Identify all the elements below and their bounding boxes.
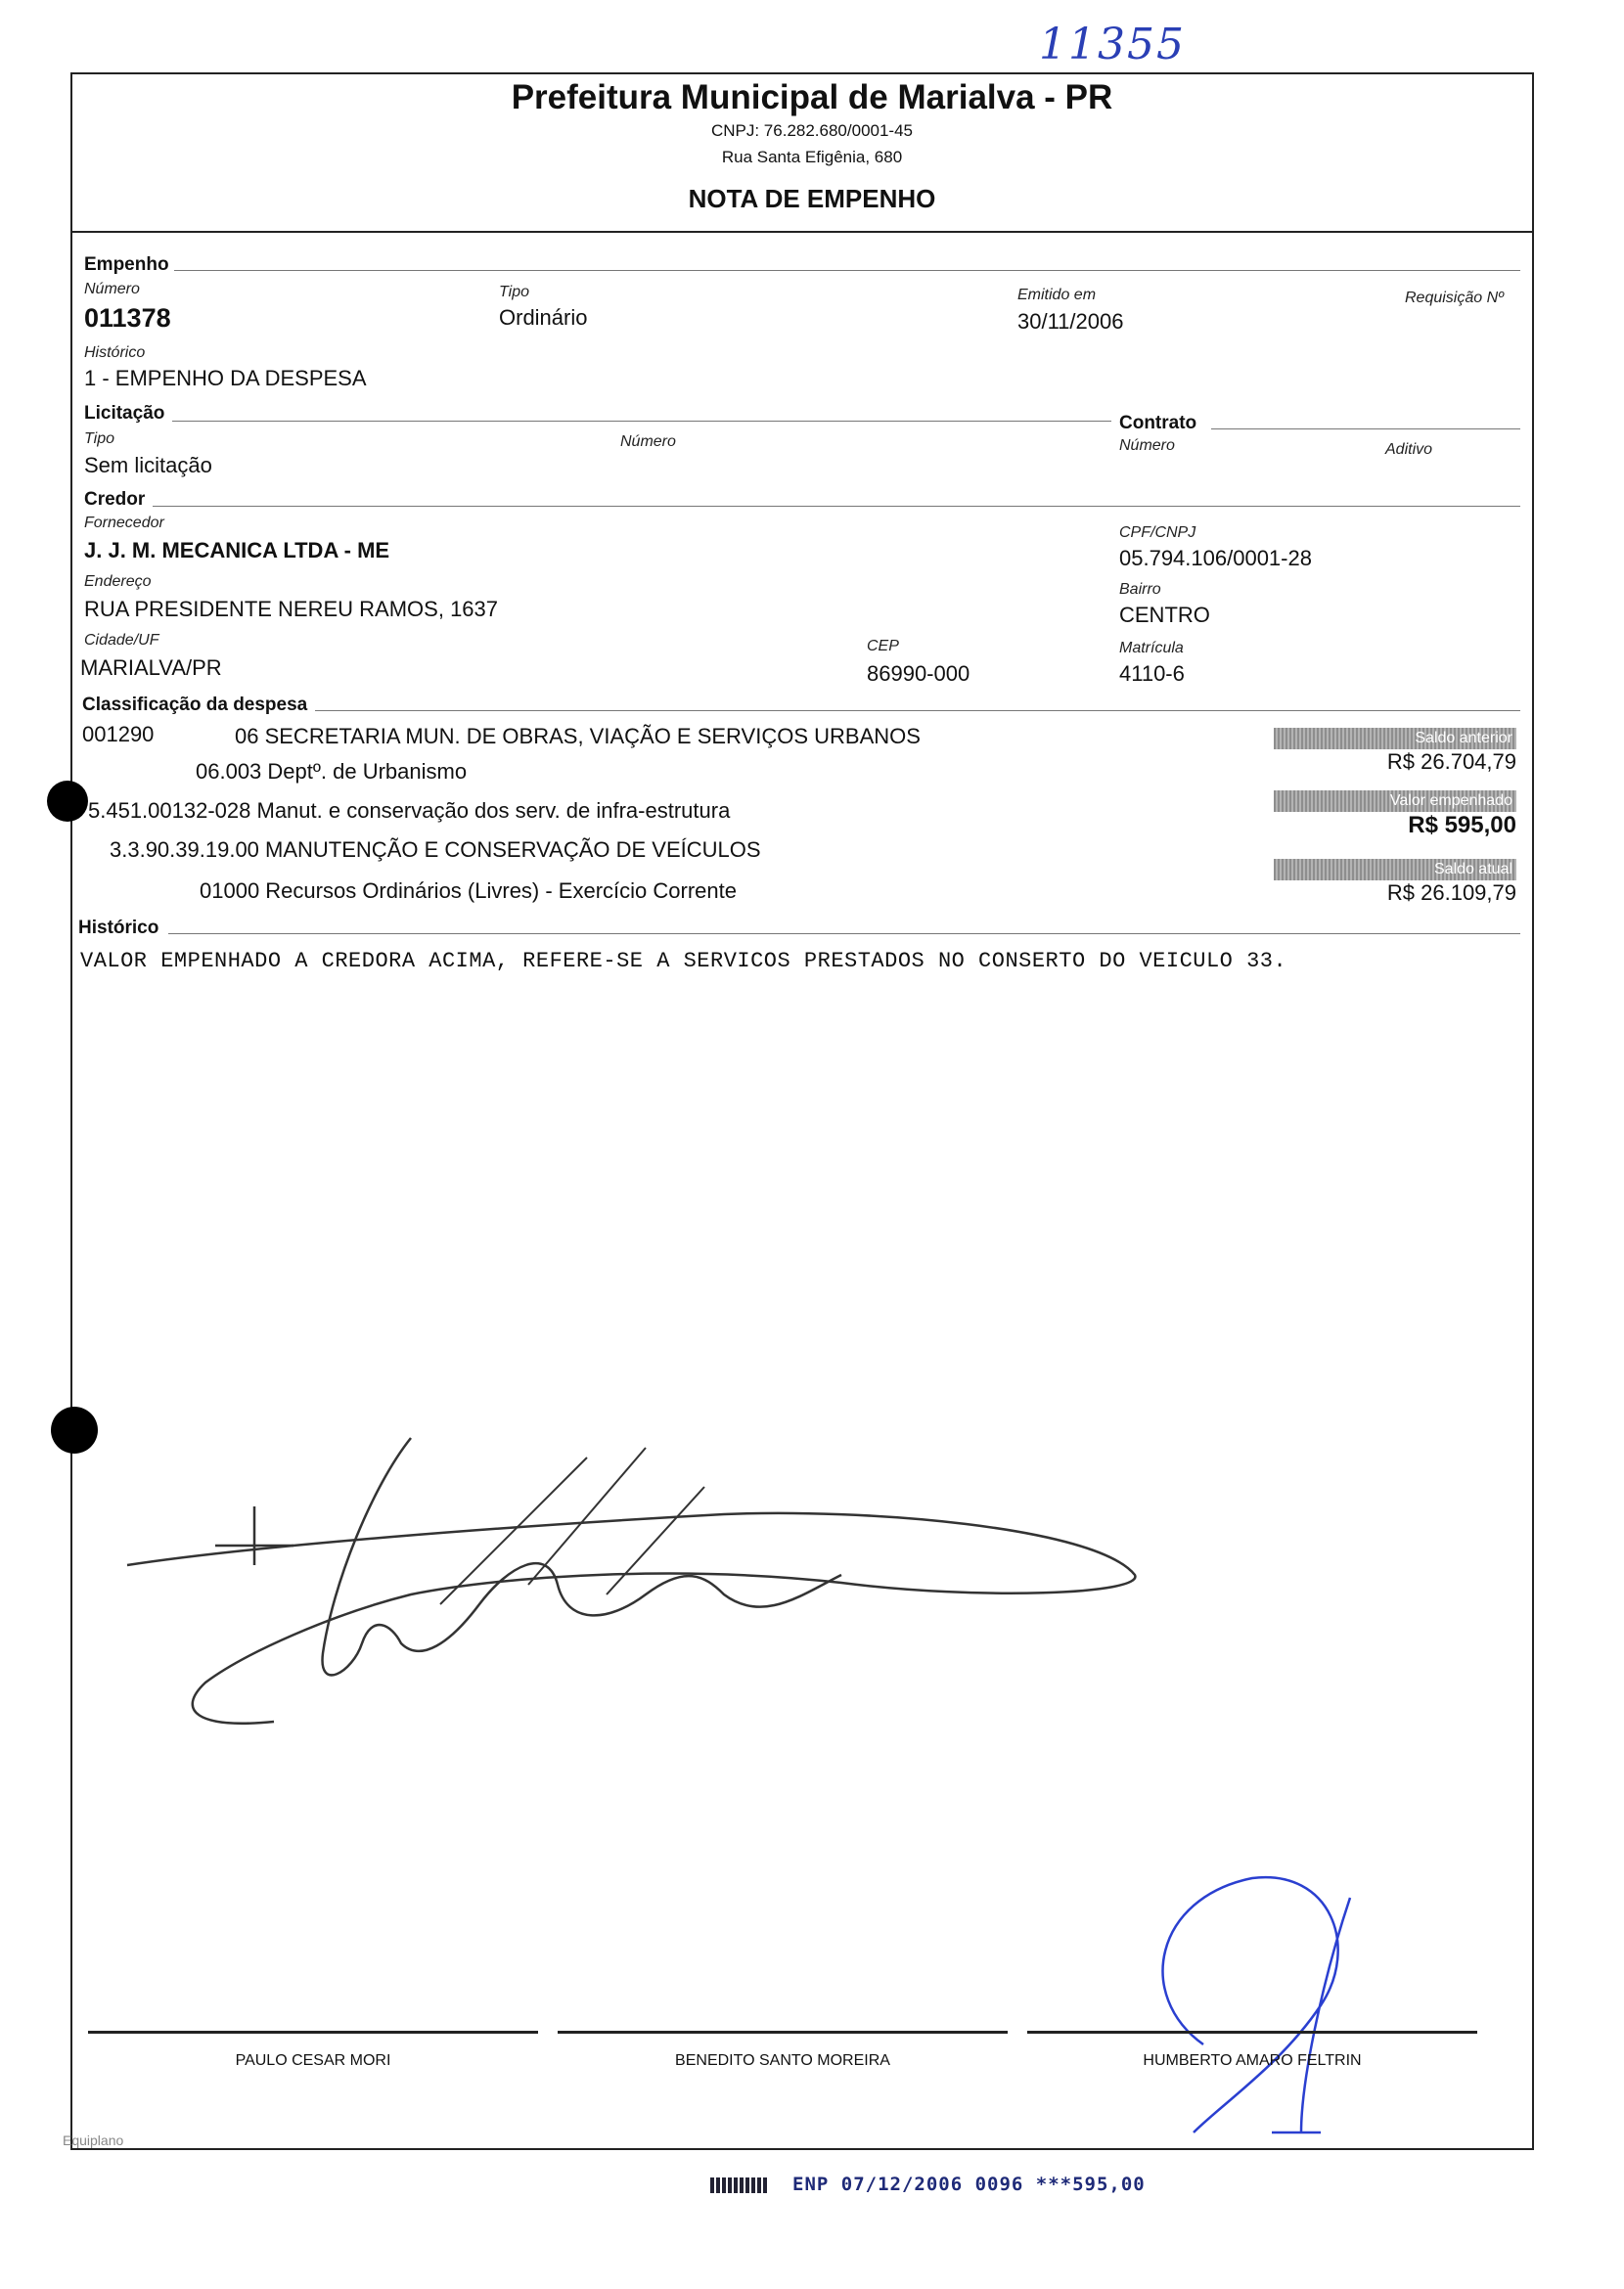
signature-line <box>1027 2031 1477 2034</box>
saldo-atual-label: Saldo atual <box>1274 859 1516 880</box>
footer-brand: Equiplano <box>63 2132 124 2148</box>
classificacao-recurso: 01000 Recursos Ordinários (Livres) - Exercício Corrente <box>200 878 737 903</box>
requisicao-label: Requisição Nº <box>1405 290 1504 306</box>
contrato-aditivo-label: Aditivo <box>1385 441 1433 458</box>
section-historico: Histórico <box>78 918 159 938</box>
empenho-tipo: Ordinário <box>499 305 588 330</box>
signatory-name: PAULO CESAR MORI <box>235 2052 391 2069</box>
valor-empenhado-value: R$ 595,00 <box>1408 812 1516 838</box>
cnpj-label: CPF/CNPJ <box>1119 524 1196 541</box>
punch-hole <box>51 1407 98 1454</box>
classificacao-elemento: 3.3.90.39.19.00 MANUTENÇÃO E CONSERVAÇÃO DE VEÍCULOS <box>110 837 761 862</box>
signature-line <box>88 2031 538 2034</box>
cidade-label: Cidade/UF <box>84 632 159 649</box>
signature-line <box>558 2031 1008 2034</box>
section-line <box>174 270 1520 271</box>
section-licitacao: Licitação <box>84 403 165 424</box>
emitido-date: 30/11/2006 <box>1017 309 1124 334</box>
handwritten-signature <box>98 1428 1174 1761</box>
credor-matricula: 4110-6 <box>1119 661 1185 686</box>
org-cnpj: CNPJ: 76.282.680/0001-45 <box>710 121 914 140</box>
licitacao-tipo-label: Tipo <box>84 430 114 447</box>
credor-bairro: CENTRO <box>1119 603 1210 627</box>
header-divider <box>70 231 1534 233</box>
cep-label: CEP <box>867 638 899 654</box>
historico-text: VALOR EMPENHADO A CREDORA ACIMA, REFERE-SE A SERVICOS PRESTADOS NO CONSERTO DO VEICULO 33. <box>80 949 1287 973</box>
fornecedor-label: Fornecedor <box>84 515 164 531</box>
emitido-label: Emitido em <box>1017 287 1097 303</box>
section-empenho: Empenho <box>84 254 169 275</box>
document-title: NOTA DE EMPENHO <box>688 184 936 213</box>
saldo-anterior-label: Saldo anterior <box>1274 728 1516 749</box>
credor-endereco: RUA PRESIDENTE NEREU RAMOS, 1637 <box>84 597 499 621</box>
empenho-historico: 1 - EMPENHO DA DESPESA <box>84 366 367 390</box>
saldo-anterior-value: R$ 26.704,79 <box>1386 749 1516 774</box>
handwritten-number: 11355 <box>1039 20 1186 69</box>
classificacao-code: 001290 <box>82 722 155 746</box>
section-line <box>153 506 1520 507</box>
signatory-name: HUMBERTO AMARO FELTRIN <box>1143 2052 1362 2069</box>
org-title: Prefeitura Municipal de Marialva - PR <box>511 78 1113 116</box>
credor-cep: 86990-000 <box>867 661 970 686</box>
section-contrato: Contrato <box>1119 413 1197 433</box>
payment-stamp-marks <box>710 2177 767 2193</box>
contrato-numero-label: Número <box>1119 437 1175 454</box>
blue-signature <box>1076 1839 1370 2152</box>
matricula-label: Matrícula <box>1119 640 1184 656</box>
valor-empenhado-label: Valor empenhado <box>1274 790 1516 812</box>
fornecedor-name: J. J. M. MECANICA LTDA - ME <box>84 538 390 562</box>
licitacao-tipo: Sem licitação <box>84 453 212 477</box>
empenho-number: 011378 <box>84 303 171 333</box>
signatory-name: BENEDITO SANTO MOREIRA <box>675 2052 890 2069</box>
credor-cnpj: 05.794.106/0001-28 <box>1119 546 1312 570</box>
section-credor: Credor <box>84 489 146 510</box>
licitacao-numero-label: Número <box>620 433 676 450</box>
classificacao-unidade: 06.003 Deptº. de Urbanismo <box>196 759 468 784</box>
section-line <box>168 933 1520 934</box>
tipo-label: Tipo <box>499 284 529 300</box>
section-line <box>315 710 1520 711</box>
credor-cidade: MARIALVA/PR <box>80 655 222 680</box>
endereco-label: Endereço <box>84 573 152 590</box>
section-classificacao: Classificação da despesa <box>82 695 308 715</box>
classificacao-funcional: 5.451.00132-028 Manut. e conservação dos serv. de infra-estrutura <box>88 798 731 823</box>
numero-label: Número <box>84 281 140 297</box>
payment-stamp: ENP 07/12/2006 0096 ***595,00 <box>792 2174 1146 2195</box>
org-address: Rua Santa Efigênia, 680 <box>721 148 903 166</box>
punch-hole <box>47 781 88 822</box>
section-line <box>1211 428 1520 429</box>
saldo-atual-value: R$ 26.109,79 <box>1386 880 1516 905</box>
section-line <box>172 421 1111 422</box>
classificacao-orgao: 06 SECRETARIA MUN. DE OBRAS, VIAÇÃO E SERVIÇOS URBANOS <box>235 724 921 748</box>
historico-label-small: Histórico <box>84 344 146 361</box>
bairro-label: Bairro <box>1119 581 1161 598</box>
